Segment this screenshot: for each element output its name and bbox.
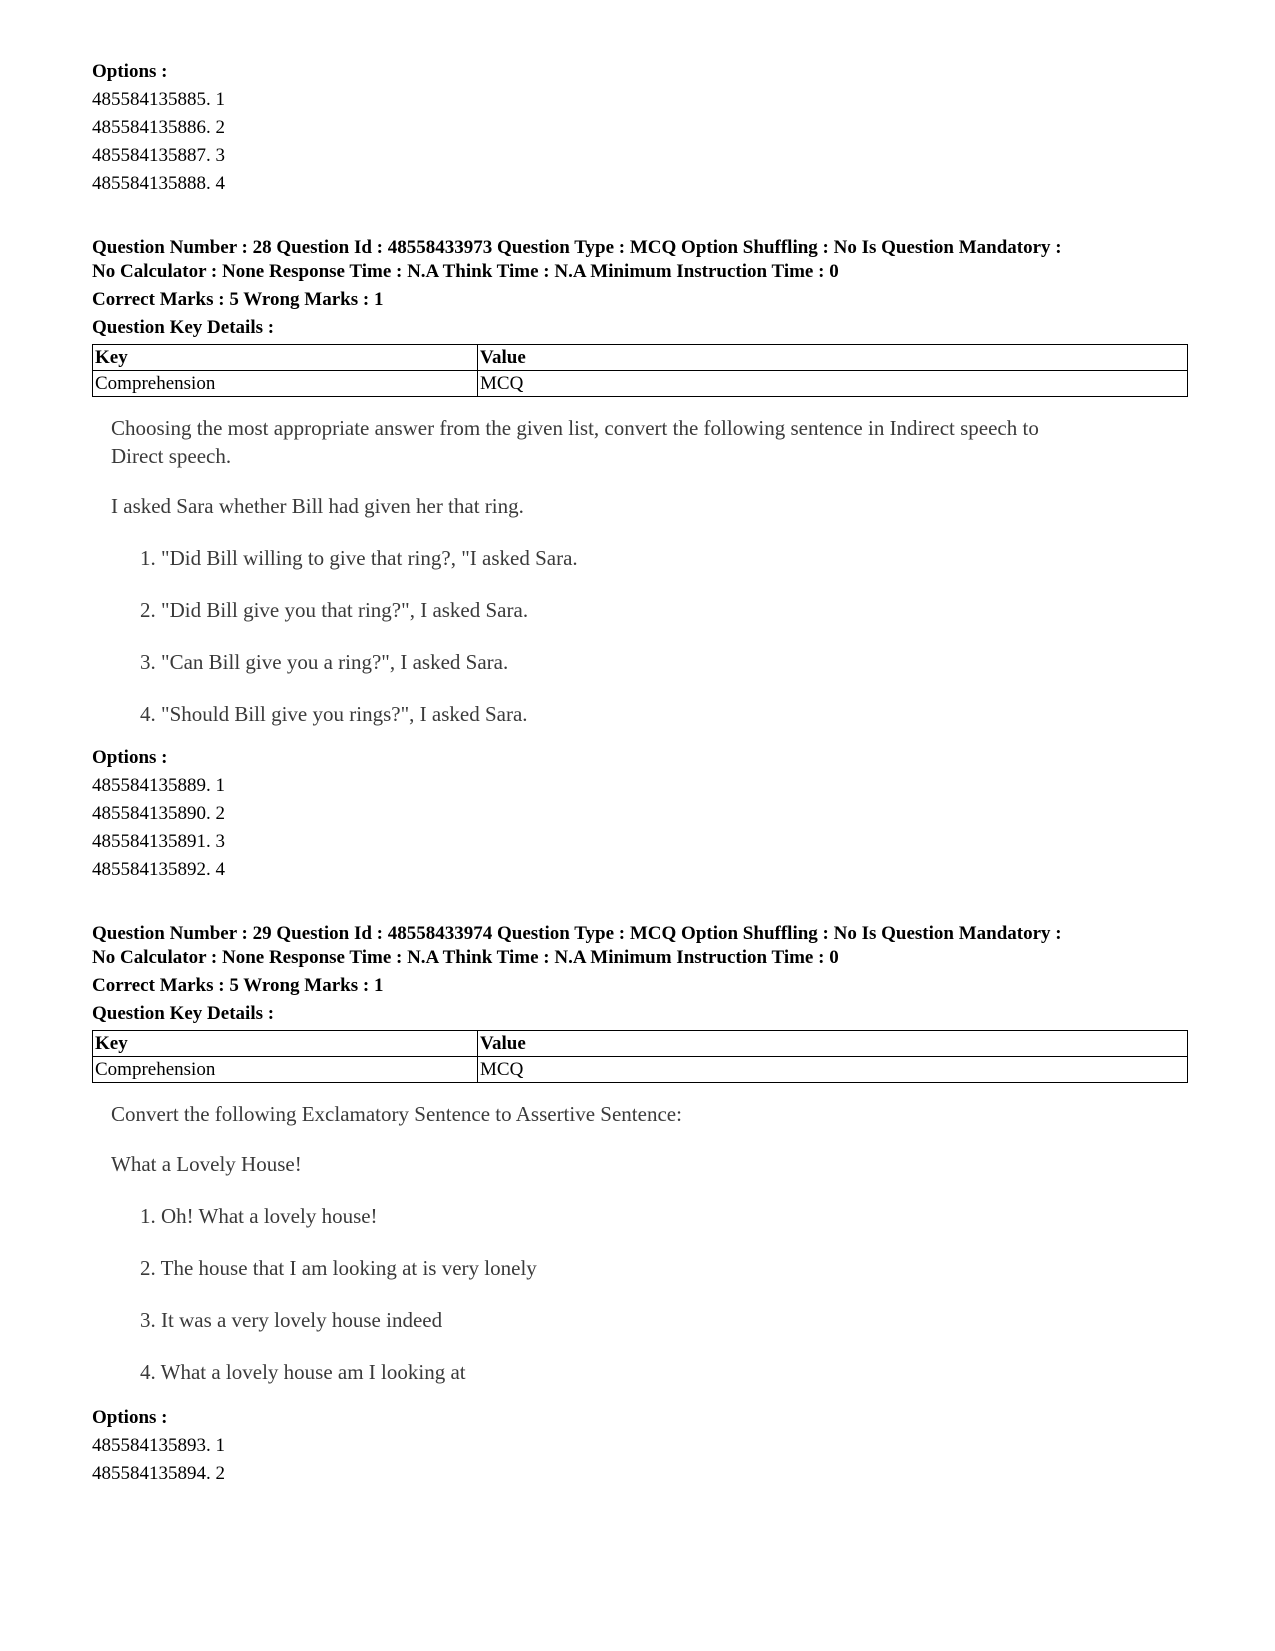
table-header-key: Key — [93, 345, 478, 371]
question-header-line1: Question Number : 28 Question Id : 48558433973 Question Type : MCQ Option Shuffling : No Is Question Mandatory : — [92, 237, 1062, 258]
key-details-label: Question Key Details : — [92, 1003, 275, 1024]
question-header-line1: Question Number : 29 Question Id : 48558433974 Question Type : MCQ Option Shuffling : No Is Question Mandatory : — [92, 923, 1062, 944]
option-item: 485584135889. 1 — [92, 775, 225, 796]
option-item: 485584135885. 1 — [92, 89, 225, 110]
choice-item: 4. "Should Bill give you rings?", I asked Sara. — [140, 702, 528, 726]
table-cell-value: MCQ — [478, 371, 1188, 397]
table-cell-key: Comprehension — [93, 1057, 478, 1083]
instruction-line2: Direct speech. — [111, 444, 232, 468]
options-block-q28 — [92, 744, 225, 884]
key-details-table — [92, 1030, 1188, 1083]
question-header-line2: No Calculator : None Response Time : N.A Think Time : N.A Minimum Instruction Time : 0 — [92, 947, 839, 968]
choice-item: 3. It was a very lovely house indeed — [140, 1308, 443, 1332]
table-header-value: Value — [478, 345, 1188, 371]
marks-line: Correct Marks : 5 Wrong Marks : 1 — [92, 289, 384, 310]
choice-item: 1. "Did Bill willing to give that ring?, "I asked Sara. — [140, 546, 578, 570]
choice-item: 2. "Did Bill give you that ring?", I asked Sara. — [140, 598, 529, 622]
instruction-line1: Choosing the most appropriate answer from the given list, convert the following sentence in Indirect speech to — [111, 416, 1039, 440]
question-sentence: I asked Sara whether Bill had given her that ring. — [111, 494, 524, 518]
question-sentence: What a Lovely House! — [111, 1152, 302, 1176]
option-item: 485584135890. 2 — [92, 803, 225, 824]
key-details-label: Question Key Details : — [92, 317, 275, 338]
choice-item: 3. "Can Bill give you a ring?", I asked Sara. — [140, 650, 509, 674]
instruction-line: Convert the following Exclamatory Sentence to Assertive Sentence: — [111, 1102, 682, 1126]
marks-line: Correct Marks : 5 Wrong Marks : 1 — [92, 975, 384, 996]
table-row — [93, 371, 1188, 397]
table-header-value: Value — [478, 1031, 1188, 1057]
table-cell-value: MCQ — [478, 1057, 1188, 1083]
question-29 — [92, 922, 1188, 1083]
option-item: 485584135894. 2 — [92, 1463, 225, 1484]
options-label: Options : — [92, 747, 168, 768]
option-item: 485584135888. 4 — [92, 173, 225, 194]
table-row — [93, 345, 1188, 371]
option-item: 485584135886. 2 — [92, 117, 225, 138]
table-row — [93, 1031, 1188, 1057]
options-label: Options : — [92, 1407, 168, 1428]
choice-item: 1. Oh! What a lovely house! — [140, 1204, 378, 1228]
option-item: 485584135892. 4 — [92, 859, 225, 880]
choice-item: 4. What a lovely house am I looking at — [140, 1360, 466, 1384]
option-item: 485584135891. 3 — [92, 831, 225, 852]
question-28-content — [111, 414, 1191, 728]
table-header-key: Key — [93, 1031, 478, 1057]
question-header-line2: No Calculator : None Response Time : N.A Think Time : N.A Minimum Instruction Time : 0 — [92, 261, 839, 282]
choice-item: 2. The house that I am looking at is very lonely — [140, 1256, 537, 1280]
question-29-content — [111, 1100, 1191, 1386]
table-cell-key: Comprehension — [93, 371, 478, 397]
options-block-q29 — [92, 1404, 225, 1488]
key-details-table — [92, 344, 1188, 397]
option-item: 485584135887. 3 — [92, 145, 225, 166]
option-item: 485584135893. 1 — [92, 1435, 225, 1456]
options-label: Options : — [92, 61, 168, 82]
choice-list — [111, 544, 1191, 728]
options-block-top — [92, 58, 225, 198]
choice-list — [111, 1202, 1191, 1386]
table-row — [93, 1057, 1188, 1083]
question-28 — [92, 236, 1188, 397]
